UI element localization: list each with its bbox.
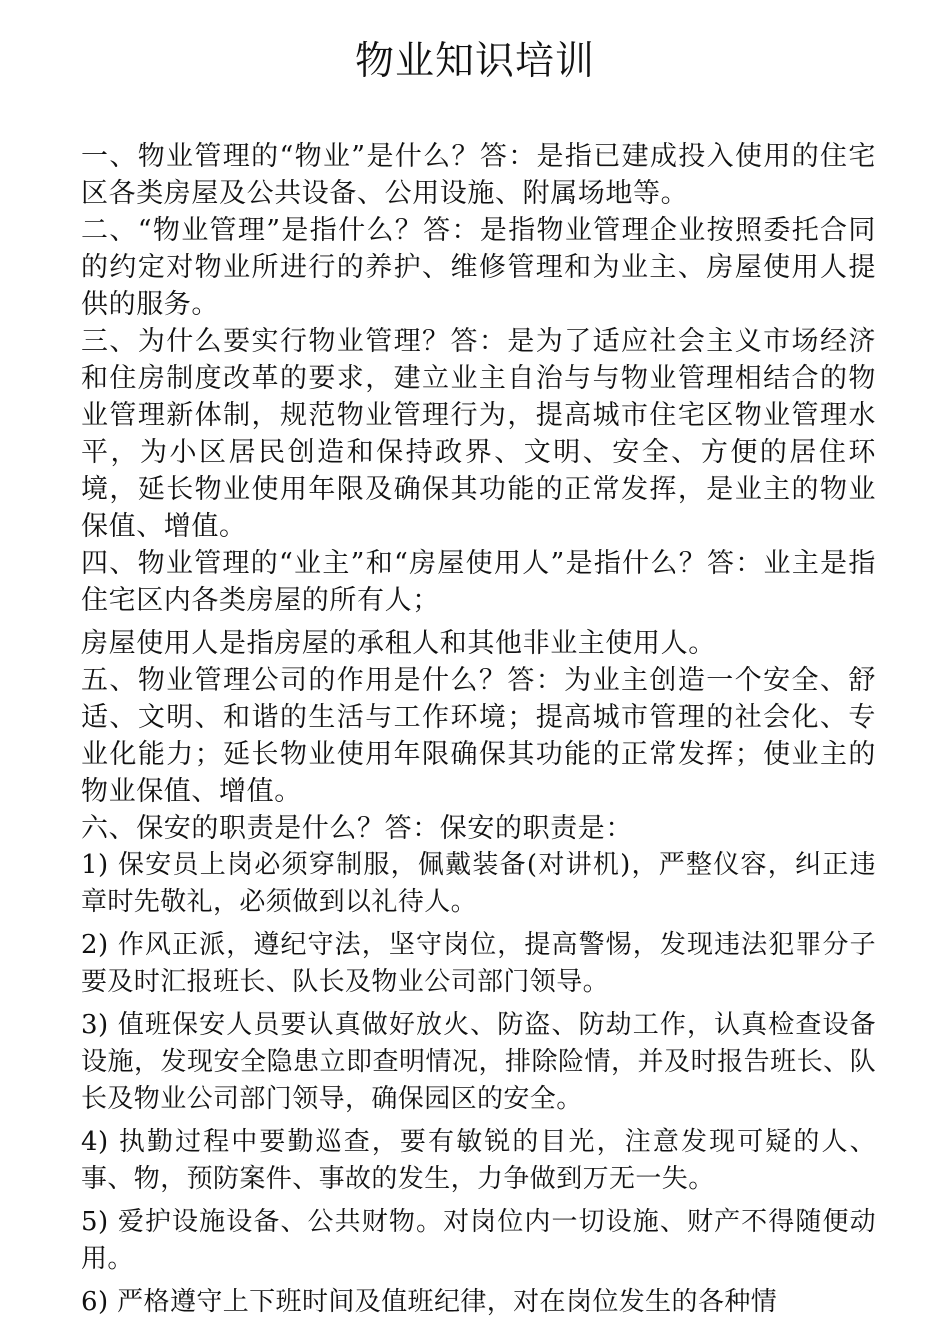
paragraph-q1: 一、物业管理的“物业”是什么？答：是指已建成投入使用的住宅区各类房屋及公共设备、公用设施、附属场地等。 — [81, 141, 876, 209]
list-item-duty-1: 1) 保安员上岗必须穿制服，佩戴装备(对讲机)，严整仪容，纠正违章时先敬礼，必须做到以礼待人。 — [81, 850, 876, 917]
list-item-duty-3: 3) 值班保安人员要认真做好放火、防盗、防劫工作，认真检查设备设施，发现安全隐患立即查明情况，排除险情，并及时报告班长、队长及物业公司部门领导，确保园区的安全。 — [81, 1010, 876, 1114]
paragraph-q2: 二、“物业管理”是指什么？答：是指物业管理企业按照委托合同的约定对物业所进行的养护、维修管理和为业主、房屋使用人提供的服务。 — [81, 215, 876, 320]
paragraph-q3: 三、为什么要实行物业管理？答：是为了适应社会主义市场经济和住房制度改革的要求，建立业主自治与与物业管理相结合的物业管理新体制，规范物业管理行为，提高城市住宅区物业管理水平，为小区居民创造和保持政界、文明、安全、方便的居住环境，延长物业使用年限及确保其功能的正常发挥，是业主的物业保值、增值。 — [81, 326, 876, 542]
list-item-duty-6: 6) 严格遵守上下班时间及值班纪律，对在岗位发生的各种情 — [81, 1287, 778, 1317]
list-item-duty-4: 4) 执勤过程中要勤巡查，要有敏锐的目光，注意发现可疑的人、事、物，预防案件、事故的发生，力争做到万无一失。 — [81, 1127, 876, 1194]
paragraph-q4-continued: 房屋使用人是指房屋的承租人和其他非业主使用人。 — [81, 628, 716, 659]
list-item-duty-5: 5) 爱护设施设备、公共财物。对岗位内一切设施、财产不得随便动用。 — [81, 1207, 876, 1274]
document-title: 物业知识培训 — [354, 39, 595, 84]
paragraph-q6: 六、保安的职责是什么？答：保安的职责是： — [81, 813, 633, 844]
paragraph-q4: 四、物业管理的“业主”和“房屋使用人”是指什么？答：业主是指住宅区内各类房屋的所有人； — [81, 548, 876, 616]
paragraph-q5: 五、物业管理公司的作用是什么？答：为业主创造一个安全、舒适、文明、和谐的生活与工作环境；提高城市管理的社会化、专业化能力；延长物业使用年限确保其功能的正常发挥；使业主的物业保值、增值。 — [81, 665, 876, 807]
document-body — [81, 138, 876, 1321]
list-item-duty-2: 2) 作风正派，遵纪守法，坚守岗位，提高警惕，发现违法犯罪分子要及时汇报班长、队长及物业公司部门领导。 — [81, 930, 876, 997]
